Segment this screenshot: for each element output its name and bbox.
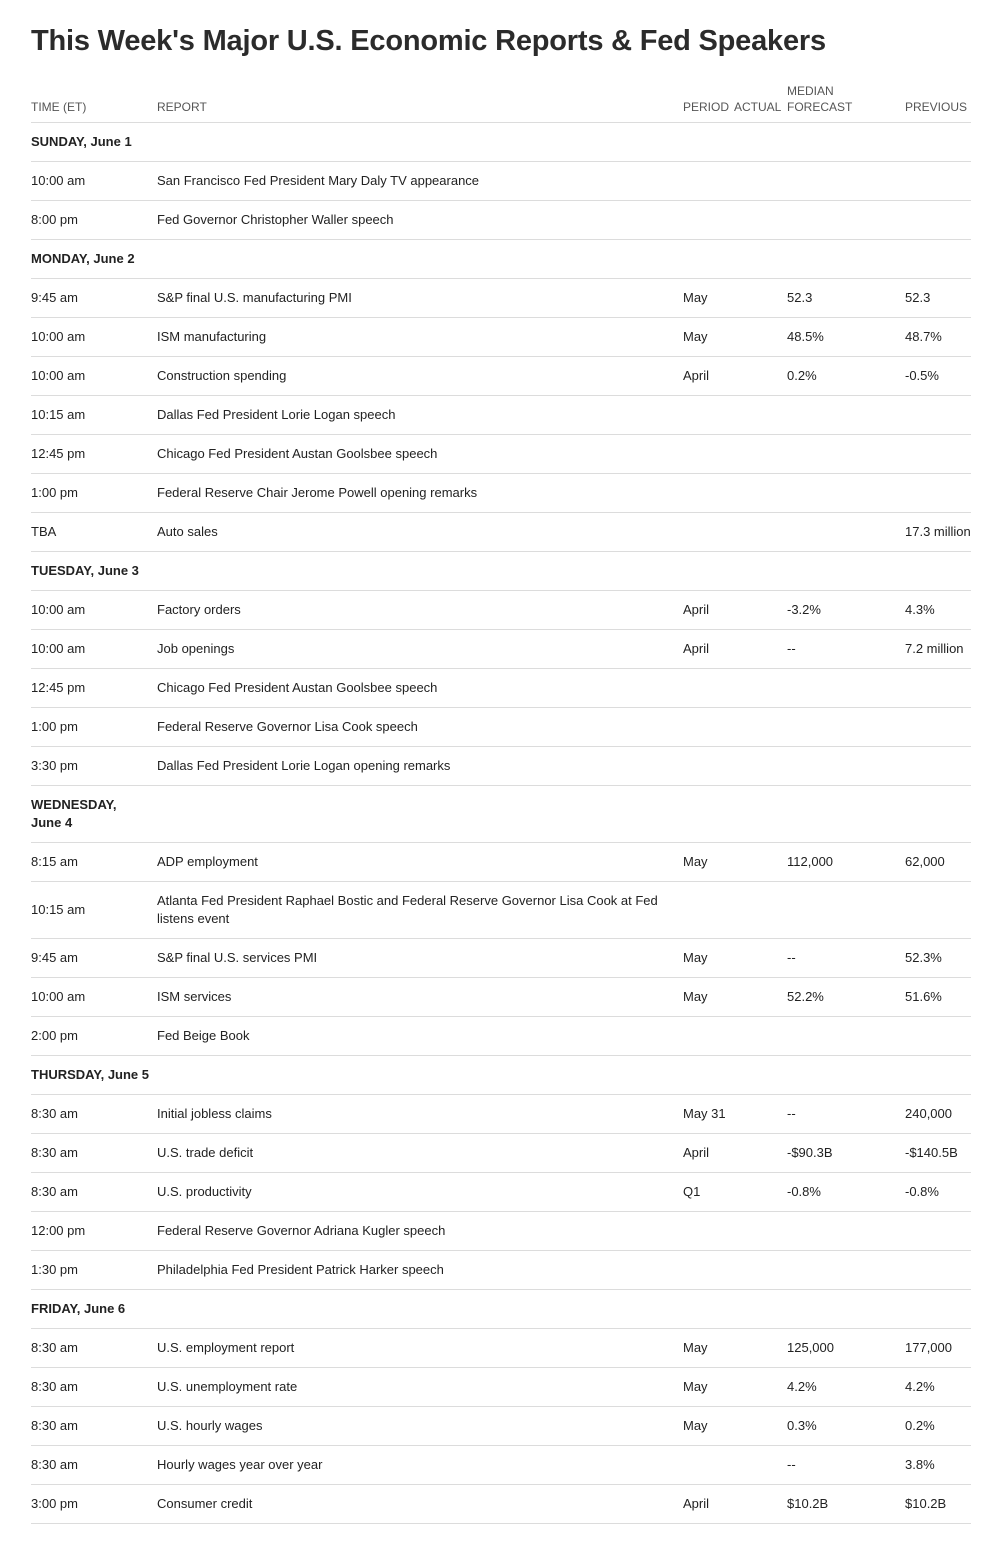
cell-time: 12:45 pm	[31, 435, 157, 474]
header-forecast-line2: FORECAST	[787, 100, 853, 114]
cell-forecast	[787, 201, 905, 240]
cell-time: 1:00 pm	[31, 708, 157, 747]
cell-forecast: -0.8%	[787, 1173, 905, 1212]
cell-previous: $10.2B	[905, 1485, 971, 1524]
cell-time: TBA	[31, 513, 157, 552]
cell-period: May	[683, 318, 734, 357]
cell-actual	[734, 843, 787, 882]
cell-report: Chicago Fed President Austan Goolsbee speech	[157, 435, 683, 474]
cell-period: April	[683, 357, 734, 396]
cell-actual	[734, 1173, 787, 1212]
cell-previous: 177,000	[905, 1329, 971, 1368]
cell-report: ISM services	[157, 978, 683, 1017]
cell-period	[683, 513, 734, 552]
cell-time: 10:15 am	[31, 882, 157, 939]
cell-actual	[734, 1134, 787, 1173]
cell-report: Atlanta Fed President Raphael Bostic and Federal Reserve Governor Lisa Cook at Fed listens event	[157, 882, 683, 939]
cell-forecast: 52.2%	[787, 978, 905, 1017]
cell-report: Chicago Fed President Austan Goolsbee speech	[157, 669, 683, 708]
cell-forecast	[787, 1017, 905, 1056]
cell-previous: 17.3 million	[905, 513, 971, 552]
cell-actual	[734, 747, 787, 786]
cell-actual	[734, 318, 787, 357]
cell-period: May	[683, 939, 734, 978]
cell-previous: 62,000	[905, 843, 971, 882]
cell-report: ADP employment	[157, 843, 683, 882]
cell-report: San Francisco Fed President Mary Daly TV appearance	[157, 162, 683, 201]
cell-forecast: 0.2%	[787, 357, 905, 396]
cell-time: 8:30 am	[31, 1368, 157, 1407]
cell-time: 10:00 am	[31, 978, 157, 1017]
cell-previous: -$140.5B	[905, 1134, 971, 1173]
table-row	[31, 162, 971, 201]
cell-period	[683, 1251, 734, 1290]
cell-time: 10:00 am	[31, 318, 157, 357]
table-row	[31, 396, 971, 435]
table-row	[31, 201, 971, 240]
cell-actual	[734, 882, 787, 939]
cell-period	[683, 882, 734, 939]
cell-forecast: --	[787, 1095, 905, 1134]
cell-report: Consumer credit	[157, 1485, 683, 1524]
header-report: REPORT	[157, 83, 683, 123]
day-label: MONDAY, June 2	[31, 240, 157, 279]
cell-report: Hourly wages year over year	[157, 1446, 683, 1485]
cell-forecast: 52.3	[787, 279, 905, 318]
cell-previous: 7.2 million	[905, 630, 971, 669]
cell-period	[683, 201, 734, 240]
cell-period: May	[683, 843, 734, 882]
table-row	[31, 279, 971, 318]
table-row	[31, 1134, 971, 1173]
cell-time: 8:30 am	[31, 1407, 157, 1446]
cell-time: 8:00 pm	[31, 201, 157, 240]
header-forecast-line1: MEDIAN	[787, 84, 834, 98]
cell-previous	[905, 708, 971, 747]
cell-actual	[734, 1446, 787, 1485]
cell-previous: 240,000	[905, 1095, 971, 1134]
cell-previous	[905, 201, 971, 240]
cell-forecast: -$90.3B	[787, 1134, 905, 1173]
header-median-forecast	[787, 83, 905, 123]
cell-previous	[905, 162, 971, 201]
day-label: WEDNESDAY, June 4	[31, 786, 157, 843]
cell-actual	[734, 279, 787, 318]
cell-report: U.S. hourly wages	[157, 1407, 683, 1446]
day-header-row	[31, 552, 971, 591]
day-row-filler	[157, 552, 971, 591]
cell-previous	[905, 1251, 971, 1290]
cell-report: Philadelphia Fed President Patrick Harker speech	[157, 1251, 683, 1290]
table-row	[31, 435, 971, 474]
cell-actual	[734, 1485, 787, 1524]
cell-forecast	[787, 1251, 905, 1290]
cell-previous: 52.3%	[905, 939, 971, 978]
cell-period	[683, 474, 734, 513]
cell-forecast: --	[787, 630, 905, 669]
day-label: FRIDAY, June 6	[31, 1290, 157, 1329]
cell-forecast: --	[787, 939, 905, 978]
cell-forecast: 112,000	[787, 843, 905, 882]
table-row	[31, 669, 971, 708]
table-row	[31, 1485, 971, 1524]
cell-actual	[734, 708, 787, 747]
cell-time: 1:30 pm	[31, 1251, 157, 1290]
cell-report: Fed Beige Book	[157, 1017, 683, 1056]
cell-actual	[734, 1329, 787, 1368]
cell-time: 9:45 am	[31, 279, 157, 318]
cell-time: 10:00 am	[31, 162, 157, 201]
cell-time: 8:30 am	[31, 1173, 157, 1212]
cell-previous: -0.5%	[905, 357, 971, 396]
cell-report: Auto sales	[157, 513, 683, 552]
cell-period	[683, 1017, 734, 1056]
day-row-filler	[157, 123, 971, 162]
header-time: TIME (ET)	[31, 83, 157, 123]
cell-forecast	[787, 882, 905, 939]
cell-actual	[734, 978, 787, 1017]
cell-report: S&P final U.S. manufacturing PMI	[157, 279, 683, 318]
cell-period: April	[683, 1134, 734, 1173]
cell-report: S&P final U.S. services PMI	[157, 939, 683, 978]
cell-time: 10:00 am	[31, 630, 157, 669]
cell-previous	[905, 747, 971, 786]
cell-forecast: 48.5%	[787, 318, 905, 357]
day-row-filler	[157, 1056, 971, 1095]
cell-actual	[734, 396, 787, 435]
cell-previous: -0.8%	[905, 1173, 971, 1212]
table-row	[31, 978, 971, 1017]
cell-forecast	[787, 747, 905, 786]
cell-forecast: 0.3%	[787, 1407, 905, 1446]
cell-forecast: -3.2%	[787, 591, 905, 630]
day-header-row	[31, 123, 971, 162]
page-title: This Week's Major U.S. Economic Reports & Fed Speakers	[31, 25, 826, 57]
cell-previous: 4.2%	[905, 1368, 971, 1407]
cell-report: U.S. employment report	[157, 1329, 683, 1368]
cell-time: 1:00 pm	[31, 474, 157, 513]
cell-period	[683, 162, 734, 201]
cell-report: U.S. unemployment rate	[157, 1368, 683, 1407]
table-row	[31, 1446, 971, 1485]
table-row	[31, 708, 971, 747]
table-row	[31, 591, 971, 630]
cell-previous	[905, 669, 971, 708]
table-row	[31, 474, 971, 513]
cell-time: 2:00 pm	[31, 1017, 157, 1056]
cell-time: 12:00 pm	[31, 1212, 157, 1251]
day-header-row	[31, 240, 971, 279]
cell-period: May	[683, 1329, 734, 1368]
cell-time: 12:45 pm	[31, 669, 157, 708]
cell-report: Dallas Fed President Lorie Logan opening remarks	[157, 747, 683, 786]
cell-actual	[734, 1017, 787, 1056]
day-label: SUNDAY, June 1	[31, 123, 157, 162]
cell-report: ISM manufacturing	[157, 318, 683, 357]
table-row	[31, 1212, 971, 1251]
cell-previous: 48.7%	[905, 318, 971, 357]
cell-actual	[734, 162, 787, 201]
cell-previous	[905, 1017, 971, 1056]
cell-forecast: $10.2B	[787, 1485, 905, 1524]
cell-time: 10:15 am	[31, 396, 157, 435]
cell-period: May	[683, 1368, 734, 1407]
cell-period: April	[683, 591, 734, 630]
cell-actual	[734, 513, 787, 552]
cell-previous	[905, 1212, 971, 1251]
cell-time: 8:30 am	[31, 1329, 157, 1368]
cell-actual	[734, 591, 787, 630]
cell-forecast	[787, 669, 905, 708]
cell-report: Federal Reserve Governor Adriana Kugler speech	[157, 1212, 683, 1251]
header-actual: ACTUAL	[734, 83, 787, 123]
cell-time: 8:30 am	[31, 1134, 157, 1173]
cell-actual	[734, 1251, 787, 1290]
cell-period: May	[683, 1407, 734, 1446]
cell-period: Q1	[683, 1173, 734, 1212]
table-row	[31, 1368, 971, 1407]
day-row-filler	[157, 786, 971, 843]
cell-actual	[734, 630, 787, 669]
cell-forecast	[787, 396, 905, 435]
cell-forecast	[787, 435, 905, 474]
cell-previous	[905, 474, 971, 513]
table-body	[31, 123, 971, 1524]
cell-forecast	[787, 162, 905, 201]
cell-actual	[734, 1407, 787, 1446]
cell-period	[683, 396, 734, 435]
table-row	[31, 318, 971, 357]
cell-period	[683, 1212, 734, 1251]
cell-time: 10:00 am	[31, 357, 157, 396]
cell-actual	[734, 669, 787, 708]
table-row	[31, 1173, 971, 1212]
cell-forecast	[787, 513, 905, 552]
cell-previous: 3.8%	[905, 1446, 971, 1485]
table-row	[31, 939, 971, 978]
cell-report: Job openings	[157, 630, 683, 669]
cell-forecast	[787, 1212, 905, 1251]
cell-period: May	[683, 279, 734, 318]
day-label: TUESDAY, June 3	[31, 552, 157, 591]
cell-period	[683, 708, 734, 747]
cell-actual	[734, 1212, 787, 1251]
table-row	[31, 882, 971, 939]
cell-actual	[734, 939, 787, 978]
cell-previous	[905, 396, 971, 435]
header-previous: PREVIOUS	[905, 83, 971, 123]
cell-report: Fed Governor Christopher Waller speech	[157, 201, 683, 240]
cell-report: U.S. trade deficit	[157, 1134, 683, 1173]
day-header-row	[31, 786, 971, 843]
header-period: PERIOD	[683, 83, 734, 123]
cell-time: 9:45 am	[31, 939, 157, 978]
cell-period: April	[683, 1485, 734, 1524]
cell-forecast: 4.2%	[787, 1368, 905, 1407]
cell-time: 3:30 pm	[31, 747, 157, 786]
table-row	[31, 630, 971, 669]
cell-report: Dallas Fed President Lorie Logan speech	[157, 396, 683, 435]
cell-time: 3:00 pm	[31, 1485, 157, 1524]
cell-report: Factory orders	[157, 591, 683, 630]
cell-report: Federal Reserve Chair Jerome Powell opening remarks	[157, 474, 683, 513]
day-label: THURSDAY, June 5	[31, 1056, 157, 1095]
table-row	[31, 1329, 971, 1368]
cell-actual	[734, 357, 787, 396]
table-row	[31, 747, 971, 786]
cell-actual	[734, 435, 787, 474]
cell-actual	[734, 474, 787, 513]
cell-period: May	[683, 978, 734, 1017]
cell-period: May 31	[683, 1095, 734, 1134]
table-row	[31, 1407, 971, 1446]
day-header-row	[31, 1056, 971, 1095]
cell-report: Initial jobless claims	[157, 1095, 683, 1134]
cell-period	[683, 669, 734, 708]
day-row-filler	[157, 240, 971, 279]
cell-time: 8:30 am	[31, 1446, 157, 1485]
cell-forecast	[787, 708, 905, 747]
cell-report: U.S. productivity	[157, 1173, 683, 1212]
cell-forecast	[787, 474, 905, 513]
table-header-row	[31, 83, 971, 123]
table-row	[31, 513, 971, 552]
cell-previous: 51.6%	[905, 978, 971, 1017]
cell-period	[683, 435, 734, 474]
table-row	[31, 1017, 971, 1056]
cell-actual	[734, 1095, 787, 1134]
cell-actual	[734, 1368, 787, 1407]
day-header-row	[31, 1290, 971, 1329]
day-row-filler	[157, 1290, 971, 1329]
cell-time: 8:30 am	[31, 1095, 157, 1134]
cell-forecast: --	[787, 1446, 905, 1485]
cell-report: Federal Reserve Governor Lisa Cook speech	[157, 708, 683, 747]
cell-actual	[734, 201, 787, 240]
table-row	[31, 1251, 971, 1290]
cell-previous: 52.3	[905, 279, 971, 318]
cell-forecast: 125,000	[787, 1329, 905, 1368]
cell-previous	[905, 435, 971, 474]
cell-previous: 4.3%	[905, 591, 971, 630]
cell-previous: 0.2%	[905, 1407, 971, 1446]
cell-period	[683, 1446, 734, 1485]
table-row	[31, 843, 971, 882]
cell-time: 8:15 am	[31, 843, 157, 882]
economic-calendar-table	[31, 83, 971, 1524]
table-row	[31, 1095, 971, 1134]
cell-report: Construction spending	[157, 357, 683, 396]
cell-period: April	[683, 630, 734, 669]
cell-previous	[905, 882, 971, 939]
table-row	[31, 357, 971, 396]
cell-time: 10:00 am	[31, 591, 157, 630]
cell-period	[683, 747, 734, 786]
